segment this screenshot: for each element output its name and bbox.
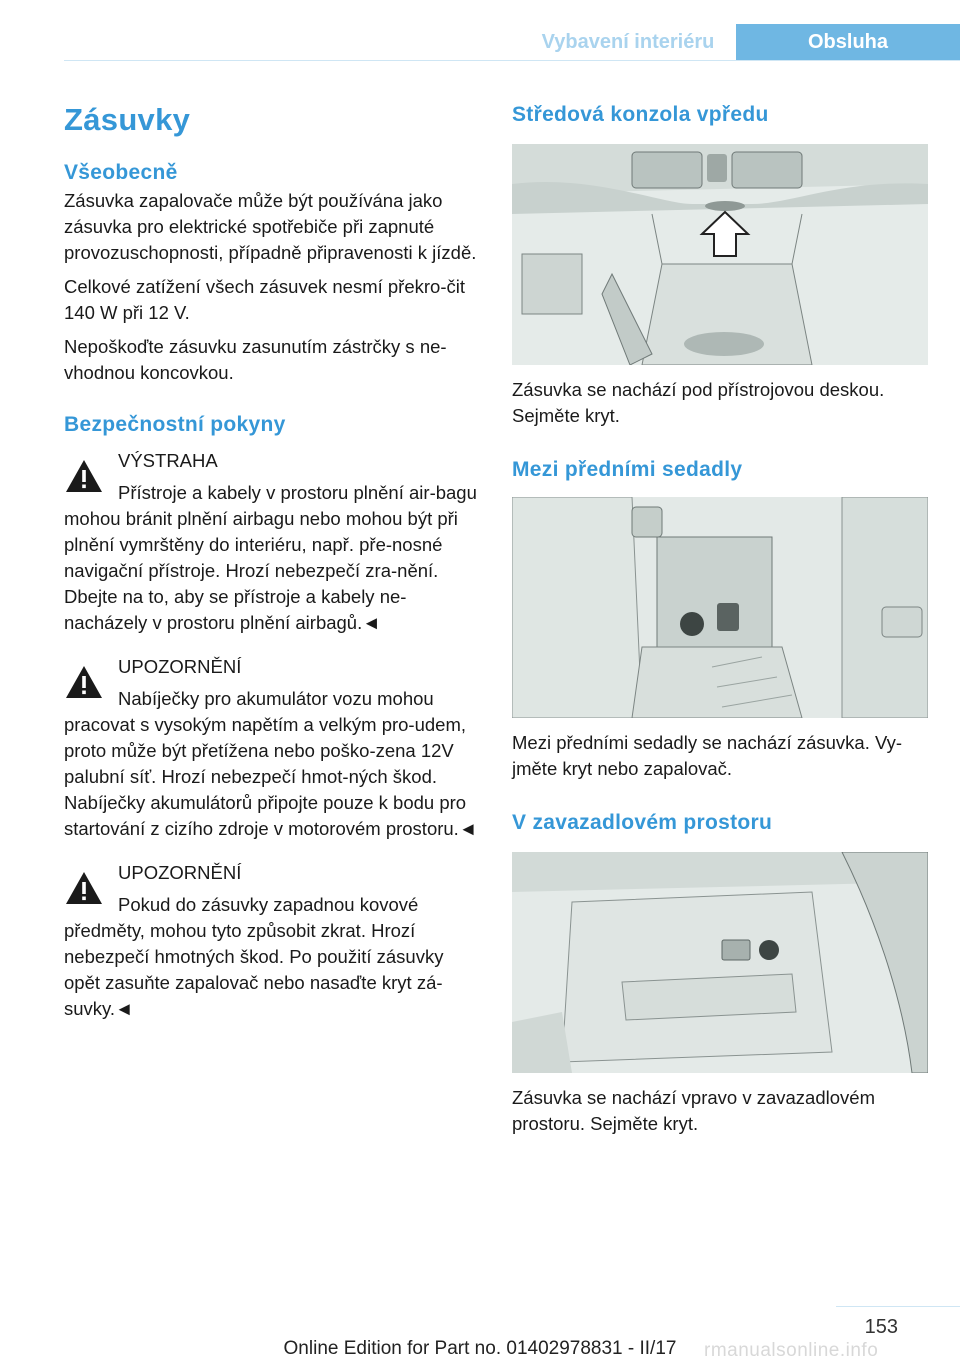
right-column bbox=[512, 96, 928, 1137]
general-paragraph-2: Celkové zatížení všech zásuvek nesmí překro‐čit 140 W při 12 V. bbox=[64, 276, 465, 323]
warning-block-3 bbox=[64, 860, 478, 1022]
front-seats-heading: Mezi předními sedadly bbox=[512, 458, 743, 481]
warning-triangle-icon bbox=[64, 664, 104, 700]
warning-triangle-icon bbox=[64, 458, 104, 494]
trunk-heading: V zavazadlovém prostoru bbox=[512, 811, 773, 834]
warning-block-2 bbox=[64, 654, 478, 842]
front-seats-caption: Mezi předními sedadly se nachází zásuvka. Vy‐jměte kryt nebo zapalovač. bbox=[512, 732, 903, 779]
warning-block-1 bbox=[64, 448, 478, 636]
warning-text: Přístroje a kabely v prostoru plnění air‐bagu mohou bránit plnění airbagu nebo mohou být při plnění vymrštěny do interiéru, např. pře‐nosné navigační přístroje. Hrozí nebezpečí zra‐nění. Dbejte na to, aby se přístroje a kabely ne‐nacházely v prostoru plnění airbagů.◄ bbox=[64, 482, 477, 633]
header-rule bbox=[64, 60, 960, 61]
chapter-tab[interactable]: Obsluha bbox=[736, 24, 960, 60]
general-paragraph-1: Zásuvka zapalovače může být používána jako zásuvka pro elektrické spotřebiče při zapnuté provozuschopnosti, případně připravenosti k jízdě. bbox=[64, 190, 477, 263]
edition-footer: Online Edition for Part no. 01402978831 - II/17 bbox=[283, 1338, 677, 1359]
notice-text: Nabíječky pro akumulátor vozu mohou pracovat s vysokým napětím a velkým pro‐udem, proto může být přetížena nebo poško‐zena 12V palubní síť. Hrozí nebezpečí hmot‐ných škod. Nabíječky akumulátorů připojte pouze k bodu pro startování z cizího zdroje v motorovém prostoru.◄ bbox=[64, 688, 478, 839]
front-console-heading: Středová konzola vpředu bbox=[512, 103, 769, 126]
trunk-illustration bbox=[512, 852, 928, 1073]
section-tab[interactable]: Vybavení interiéru bbox=[541, 31, 715, 53]
page-number: 153 bbox=[864, 1316, 898, 1338]
watermark: rmanualsonline.info bbox=[704, 1340, 879, 1361]
front-console-caption: Zásuvka se nachází pod přístrojovou deskou. Sejměte kryt. bbox=[512, 379, 885, 426]
left-column bbox=[64, 96, 478, 1022]
page-title: Zásuvky bbox=[64, 102, 191, 137]
general-heading: Všeobecně bbox=[64, 161, 178, 184]
page-number-rule bbox=[836, 1306, 960, 1307]
safety-heading: Bezpečnostní pokyny bbox=[64, 413, 286, 436]
notice-text: Pokud do zásuvky zapadnou kovové předměty, mohou tyto způsobit zkrat. Hrozí nebezpečí hmotných škod. Po použití zásuvky opět zasuňte zapalovač nebo nasaďte kryt zá‐suvky.◄ bbox=[64, 894, 444, 1019]
notice-label: UPOZORNĚNÍ bbox=[118, 862, 242, 883]
notice-label: UPOZORNĚNÍ bbox=[118, 656, 242, 677]
warning-label: VÝSTRAHA bbox=[118, 450, 218, 471]
front-console-illustration bbox=[512, 144, 928, 365]
warning-triangle-icon bbox=[64, 870, 104, 906]
trunk-caption: Zásuvka se nachází vpravo v zavazadlovém prostoru. Sejměte kryt. bbox=[512, 1087, 875, 1134]
general-paragraph-3: Nepoškoďte zásuvku zasunutím zástrčky s ne‐vhodnou koncovkou. bbox=[64, 336, 447, 383]
front-seats-illustration bbox=[512, 497, 928, 718]
